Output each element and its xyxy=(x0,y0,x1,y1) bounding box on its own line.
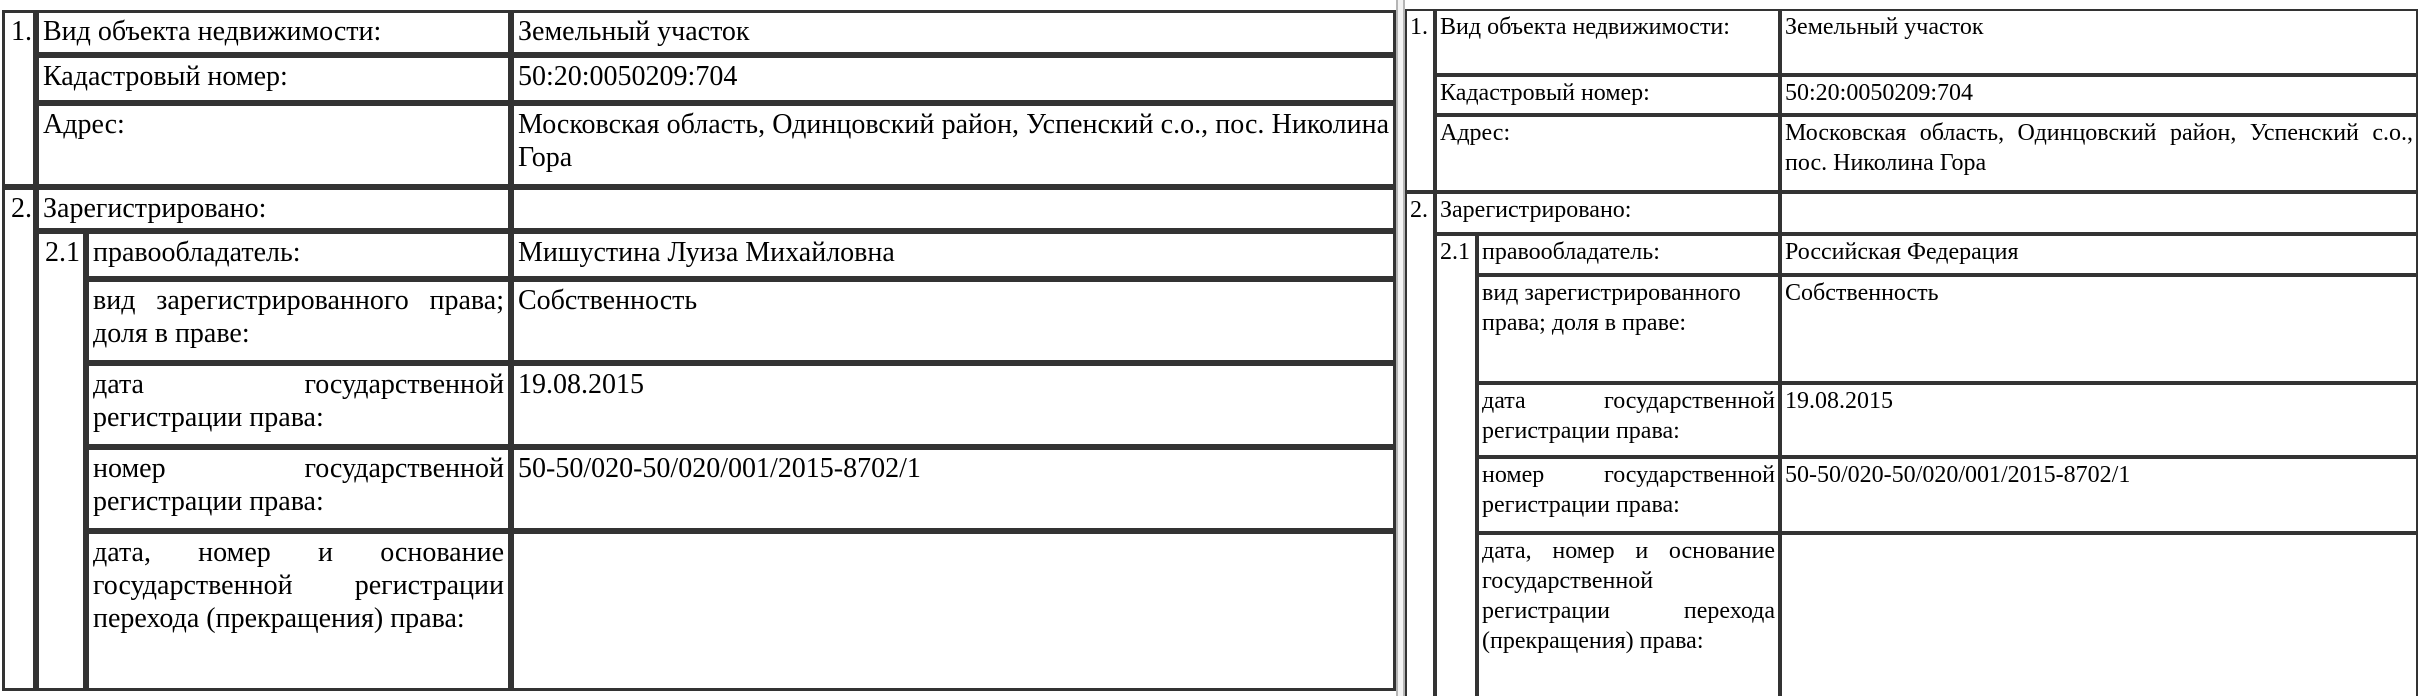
subsection-number-2-1: 2.1 xyxy=(36,231,86,691)
holder-value: Российская Федерация xyxy=(1780,234,2418,275)
reg-number-label: номер государственной регистрации права: xyxy=(1477,457,1780,533)
row-registered xyxy=(1405,192,2418,234)
panel-divider xyxy=(1396,0,1405,696)
row-holder xyxy=(1405,234,2418,275)
reg-number-label: номер государственной регистрации права: xyxy=(86,447,511,531)
reg-number-value: 50-50/020-50/020/001/2015-8702/1 xyxy=(511,447,1396,531)
right-type-value: Собственность xyxy=(511,279,1396,363)
registered-value xyxy=(1780,192,2418,234)
row-cadastral xyxy=(2,55,1396,103)
registered-label: Зарегистрировано: xyxy=(1435,192,1780,234)
row-object-type xyxy=(2,10,1396,55)
row-transfer xyxy=(2,531,1396,691)
registry-table-left xyxy=(2,10,1396,691)
registered-value xyxy=(511,187,1396,231)
transfer-value xyxy=(511,531,1396,691)
holder-label: правообладатель: xyxy=(86,231,511,279)
transfer-label: дата, номер и основание государственной регистрации перехода (прекращения) права: xyxy=(1477,533,1780,696)
row-right-type xyxy=(1405,275,2418,383)
cadastral-value: 50:20:0050209:704 xyxy=(511,55,1396,103)
address-label: Адрес: xyxy=(1435,115,1780,192)
right-type-value: Собственность xyxy=(1780,275,2418,383)
row-object-type xyxy=(1405,9,2418,75)
row-reg-number xyxy=(2,447,1396,531)
transfer-value xyxy=(1780,533,2418,696)
row-holder xyxy=(2,231,1396,279)
row-cadastral xyxy=(1405,75,2418,115)
object-type-value: Земельный участок xyxy=(511,10,1396,55)
reg-number-value: 50-50/020-50/020/001/2015-8702/1 xyxy=(1780,457,2418,533)
registered-label: Зарегистрировано: xyxy=(36,187,511,231)
row-reg-number xyxy=(1405,457,2418,533)
address-value: Московская область, Одинцовский район, Успенский с.о., пос. Николина Гора xyxy=(511,103,1396,187)
reg-date-label: дата государственной регистрации права: xyxy=(1477,383,1780,457)
address-label: Адрес: xyxy=(36,103,511,187)
object-type-value: Земельный участок xyxy=(1780,9,2418,75)
section-number-1: 1. xyxy=(2,10,36,187)
cadastral-label: Кадастровый номер: xyxy=(1435,75,1780,115)
row-address xyxy=(1405,115,2418,192)
section-number-2: 2. xyxy=(1405,192,1435,696)
transfer-label: дата, номер и основание государственной регистрации перехода (прекращения) права: xyxy=(86,531,511,691)
address-value: Московская область, Одинцовский район, Успенский с.о., пос. Николина Гора xyxy=(1780,115,2418,192)
reg-date-value: 19.08.2015 xyxy=(511,363,1396,447)
cadastral-label: Кадастровый номер: xyxy=(36,55,511,103)
row-transfer xyxy=(1405,533,2418,696)
row-right-type xyxy=(2,279,1396,363)
cadastral-value: 50:20:0050209:704 xyxy=(1780,75,2418,115)
reg-date-value: 19.08.2015 xyxy=(1780,383,2418,457)
subsection-number-2-1: 2.1 xyxy=(1435,234,1477,696)
document-right xyxy=(1405,0,2418,696)
section-number-2: 2. xyxy=(2,187,36,691)
row-reg-date xyxy=(1405,383,2418,457)
object-type-label: Вид объекта недвижимости: xyxy=(1435,9,1780,75)
holder-label: правообладатель: xyxy=(1477,234,1780,275)
holder-value: Мишустина Луиза Михайловна xyxy=(511,231,1396,279)
right-type-label: вид зарегистрированного права; доля в праве: xyxy=(86,279,511,363)
row-address xyxy=(2,103,1396,187)
reg-date-label: дата государственной регистрации права: xyxy=(86,363,511,447)
row-registered xyxy=(2,187,1396,231)
right-type-label: вид зарегистрированного права; доля в праве: xyxy=(1477,275,1780,383)
object-type-label: Вид объекта недвижимости: xyxy=(36,10,511,55)
registry-table-right xyxy=(1405,9,2418,696)
section-number-1: 1. xyxy=(1405,9,1435,192)
row-reg-date xyxy=(2,363,1396,447)
